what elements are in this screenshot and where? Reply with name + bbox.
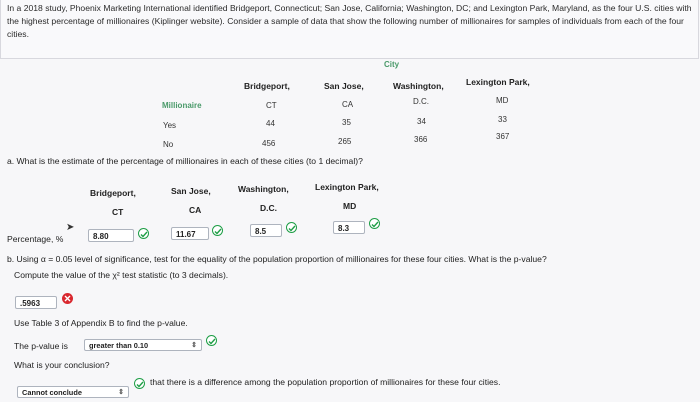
city-group-header: City (384, 60, 400, 69)
table-cell: 35 (342, 118, 351, 127)
row-label-yes: Yes (163, 121, 177, 130)
col-header-washington-1: Washington, (393, 81, 444, 91)
a-col-washington-1: Washington, (238, 184, 289, 194)
table-cell: 33 (498, 115, 507, 124)
table-cell: 44 (266, 119, 275, 128)
answer-bridgeport-input[interactable]: 8.80 (88, 229, 134, 242)
intro-text: In a 2018 study, Phoenix Marketing International identified Bridgeport, Connecticut; San Jose, California; Washington, DC; and Lexington Park, Maryland, as the four U.S. cities with the highest percentage of millionaires (Kiplinger website). Consider a sample of data that show the following number of millionaires for samples of individuals from each of the four cities. (7, 3, 692, 39)
answer-lexington-input[interactable]: 8.3 (333, 221, 365, 234)
a-col-bridgeport-2: CT (112, 207, 124, 217)
col-header-lexington-2: MD (496, 96, 509, 105)
col-header-bridgeport-2: CT (266, 101, 277, 110)
cursor-icon: ➤ (66, 222, 75, 233)
row-label-no: No (163, 140, 174, 149)
table-cell: 366 (414, 135, 428, 144)
table-cell: 265 (338, 137, 352, 146)
correct-check-icon (212, 225, 223, 236)
col-header-sanjose-2: CA (342, 100, 354, 109)
a-col-sanjose-1: San Jose, (171, 186, 211, 196)
row-group-header: Millionaire (162, 101, 202, 110)
a-col-lexington-2: MD (343, 201, 357, 211)
table-hint: Use Table 3 of Appendix B to find the p-value. (14, 318, 188, 328)
correct-check-icon (369, 218, 380, 229)
pvalue-select[interactable] (84, 339, 202, 351)
table-cell: 456 (262, 139, 276, 148)
conclusion-question: What is your conclusion? (14, 360, 110, 370)
correct-check-icon (286, 222, 297, 233)
answer-washington-input[interactable]: 8.5 (250, 224, 282, 237)
incorrect-x-icon (62, 293, 73, 304)
table-cell: 367 (496, 132, 510, 141)
part-a-question: a. What is the estimate of the percentage of millionaires in each of these cities (to 1 decimal)? (7, 156, 363, 166)
col-header-bridgeport-1: Bridgeport, (244, 81, 290, 91)
col-header-sanjose-1: San Jose, (324, 81, 364, 91)
a-col-sanjose-2: CA (189, 205, 202, 215)
percentage-row-label: Percentage, % (7, 234, 64, 244)
table-cell: 34 (417, 117, 426, 126)
conclusion-select[interactable] (17, 386, 129, 398)
compute-prompt: Compute the value of the χ² test statistic (to 3 decimals). (14, 270, 229, 280)
part-b-question: b. Using α = 0.05 level of significance, test for the equality of the population proportion of millionaires for these four cities. What is the p-value? (7, 254, 547, 264)
a-col-lexington-1: Lexington Park, (315, 182, 379, 192)
answer-sanjose-input[interactable]: 11.67 (171, 227, 209, 240)
col-header-washington-2: D.C. (413, 97, 429, 106)
correct-check-icon (134, 378, 145, 389)
conclusion-suffix: that there is a difference among the population proportion of millionaires for these four cities. (150, 377, 501, 387)
pvalue-prefix: The p-value is (14, 341, 68, 351)
correct-check-icon (138, 228, 149, 239)
a-col-washington-2: D.C. (260, 203, 277, 213)
pvalue-select-value: greater than 0.10 (89, 341, 149, 350)
a-col-bridgeport-1: Bridgeport, (90, 188, 136, 198)
col-header-lexington-1: Lexington Park, (466, 77, 530, 87)
select-arrow-icon: ⇕ (191, 342, 197, 349)
conclusion-select-value: Cannot conclude (22, 388, 82, 397)
correct-check-icon (206, 335, 217, 346)
chi-square-input[interactable]: .5963 (15, 296, 57, 309)
select-arrow-icon: ⇕ (118, 389, 124, 396)
